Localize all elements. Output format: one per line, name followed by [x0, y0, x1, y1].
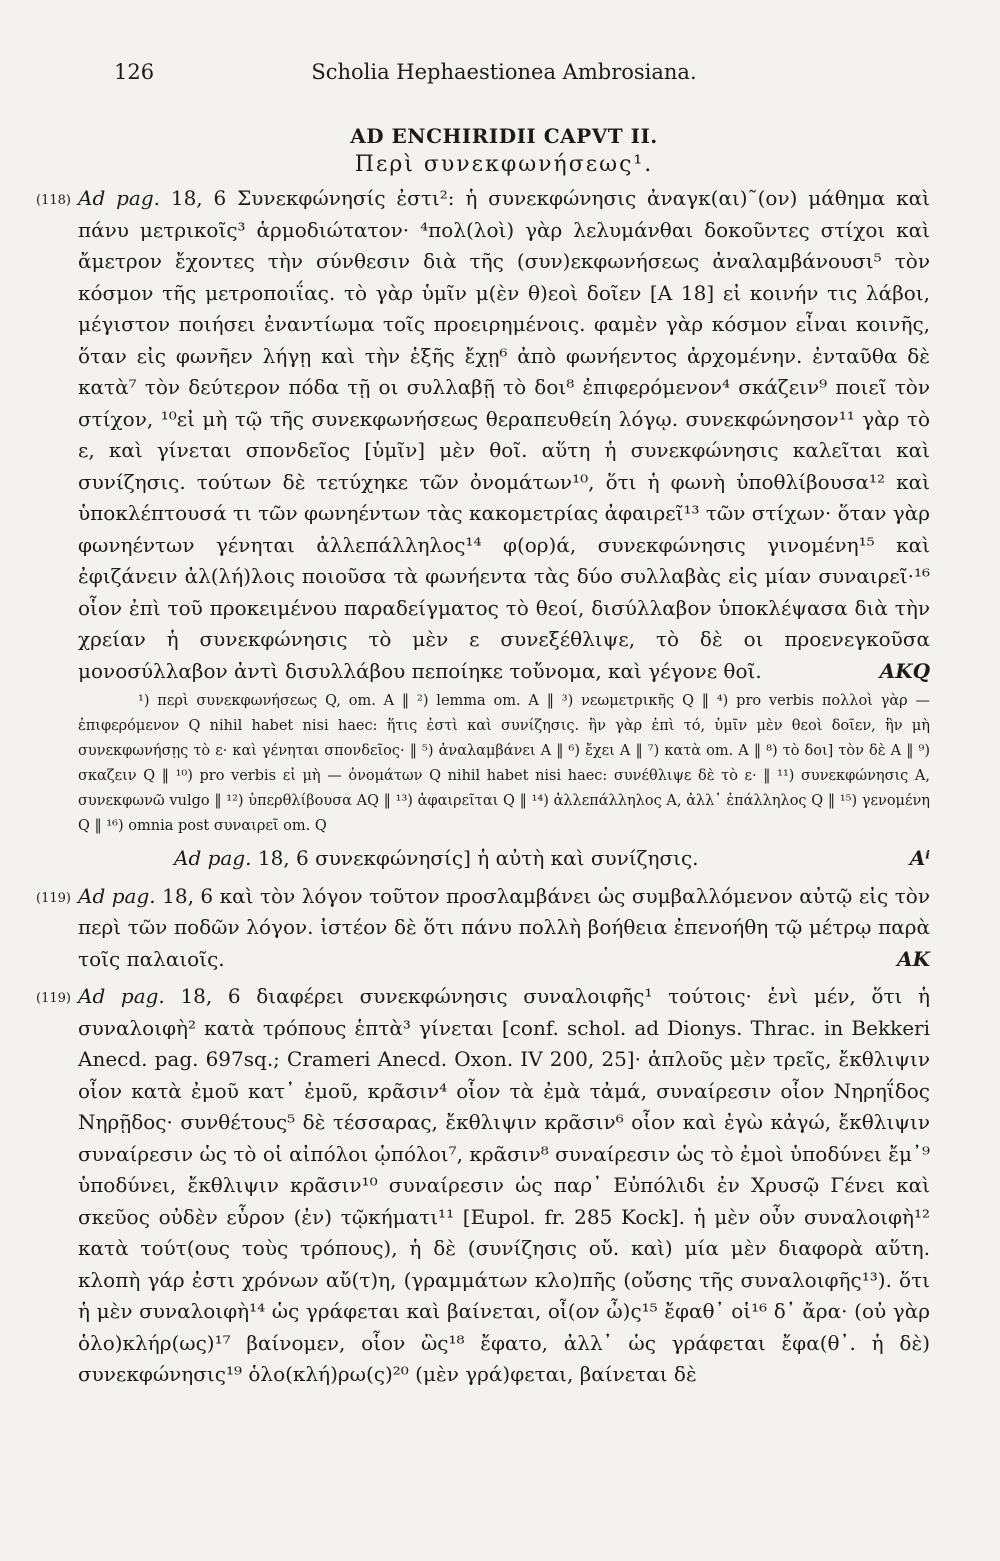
scholion-reference: Ad pag. — [78, 984, 165, 1008]
manuscript-sigla: Aⁱ — [909, 846, 930, 870]
page-number: 126 — [114, 60, 155, 84]
scholion-119a — [36, 881, 930, 976]
scholion-118 — [36, 183, 930, 687]
scholion-number: (118) — [36, 193, 71, 208]
scholion-reference: Ad pag. — [78, 186, 160, 210]
scholion-text: 18, 6 καὶ τὸν λόγον τοῦτον προσλαμβάνει ὡς συμβαλλόμενον αὐτῷ εἰς τὸν περὶ τῶν ποδῶν λόγον. ἰστέον δὲ ὅτι πάνυ πολλὴ βοήθεια ἐπενοήθη τῷ μέτρῳ παρὰ τοῖς παλαιοῖς. — [78, 883, 930, 971]
scholion-reference: Ad pag. — [174, 846, 252, 870]
critical-apparatus: ¹) περὶ συνεκφωνήσεως Q, om. A ‖ ²) lemma om. A ‖ ³) νεωμετρικῆς Q ‖ ⁴) pro verbis πολλοὶ γὰρ — ἐπιφερόμενον Q nihil habet nisi haec: ἥτις ἐστὶ καὶ συνίζησις. ἣν γὰρ ἐπὶ τό, ὑμῖν μὲν θεοὶ δοῖεν, ἣν μὴ συνεκφωνήσῃς τὸ ε· καὶ γένηται σπονδεῖος· ‖ ⁵) ἀναλαμβάνει A ‖ ⁶) ἔχει A ‖ ⁷) κατὰ om. A ‖ ⁸) τὸ δοι] τὸν δὲ A ‖ ⁹) σκαζειν Q ‖ ¹⁰) pro verbis εἰ μὴ — ὀνομάτων Q nihil habet nisi haec: συνέθλιψε δὲ τὸ ε· ‖ ¹¹) συνεκφώνησις A, συνεκφωνῶ vulgo ‖ ¹²) ὑπερθλίβουσα AQ ‖ ¹³) ἀφαιρεῖται Q ‖ ¹⁴) ἀλλεπάλληλος A, ἀλλ᾽ ἐπάλληλος Q ‖ ¹⁵) γενομένη Q ‖ ¹⁶) omnia post συναιρεῖ om. Q — [78, 693, 930, 834]
manuscript-sigla: AKQ — [879, 658, 930, 683]
book-title: Scholia Hephaestionea Ambrosiana. — [311, 60, 697, 84]
chapter-title: AD ENCHIRIDII CAPVT II. — [350, 124, 658, 148]
running-head — [78, 60, 930, 96]
scholion-text: 18, 6 Συνεκφώνησίς ἐστι²: ἡ συνεκφώνησις ἀναγκ(αι)˜(ον) μάθημα καὶ πάνυ μετρικοῖς³ ἁρμοδιώτατον· ⁴πολ(λοὶ) γὰρ λελυμάνθαι δοκοῦντες στίχοι καὶ ἄμετρον ἔχοντες τὴν σύνθεσιν διὰ τῆς (συν)εκφωνήσεως ἀναλαμβάνουσι⁵ τὸν κόσμον τῆς μετροποιΐας. τὸ γὰρ ὑμῖν μ(ὲν θ)εοὶ δοῖεν [A 18] εἰ κοινήν τις λάβοι, μέγιστον ποιήσει ἐναντίωμα τοῖς προειρημένοις. φαμὲν γὰρ κόσμον εἶναι κοινῆς, ὅταν εἰς φωνῆεν λήγῃ καὶ τὴν ἑξῆς ἔχῃ⁶ ἀπὸ φωνήεντος ἀρχομένην. ἐνταῦθα δὲ κατὰ⁷ τὸν δεύτερον πόδα τῇ οι συλλαβῇ τὸ δοι⁸ ἐπιφερόμενον⁴ σκάζειν⁹ ποιεῖ τὸν στίχον, ¹⁰εἰ μὴ τῷ τῆς συνεκφωνήσεως θεραπευθείη λόγῳ. συνεκφώνησον¹¹ γὰρ τὸ ε, καὶ γίνεται σπονδεῖος [ὑμῖν] μὲν θοῖ. αὕτη ἡ συνεκφώνησις καλεῖται καὶ συνίζησις. τούτων δὲ τετύχηκε τῶν ὀνομάτων¹⁰, ὅτι ἡ φωνὴ ὑποθλίβουσα¹² καὶ ὑποκλέπτουσά τι τῶν φωνηέντων τὰς κακομετρίας ἀφαιρεῖ¹³ τῶν στίχων· ὅταν γὰρ φωνηέντων γένηται ἀλλεπάλληλος¹⁴ φ(ορ)ά, συνεκφώνησις γινομένη¹⁵ καὶ ἐφιζάνειν ἀλ(λή)λοις ποιοῦσα τὰ φωνήεντα τὰς δύο συλλαβὰς εἰς μίαν συναιρεῖ·¹⁶ οἷον ἐπὶ τοῦ προκειμένου παραδείγματος τὸ θεοί, δισύλλαβον ὑποκλέψασα διὰ τὴν χρείαν ἡ συνεκφώνησις τὸ μὲν ε συνεξέθλιψε, τὸ δὲ οι προενεγκοῦσα μονοσύλλαβον ἀντὶ δισυλλάβου πεποίηκε τοὔνομα, καὶ γέγονε θοῖ. — [78, 186, 930, 683]
scholion-119b — [36, 981, 930, 1391]
scholion-text: 18, 6 διαφέρει συνεκφώνησις συναλοιφῆς¹ τούτοις· ἑνὶ μέν, ὅτι ἡ συναλοιφὴ² κατὰ τρόπους ἑπτὰ³ γίνεται [conf. schol. ad Dionys. Thrac. in Bekkeri Anecd. pag. 697sq.; Crameri Anecd. Oxon. IV 200, 25]· ἁπλοῦς μὲν τρεῖς, ἔκθλιψιν οἷον κατὰ ἐμοῦ κατ᾽ ἐμοῦ, κρᾶσιν⁴ οἷον τὰ ἐμὰ τἀμά, συναίρεσιν οἷον Νηρηΐδος Νηρῇδος· συνθέτους⁵ δὲ τέσσαρας, ἔκθλιψιν κρᾶσιν⁶ οἷον καὶ ἐγὼ κἀγώ, ἔκθλιψιν συναίρεσιν ὡς τὸ οἱ αἰπόλοι ᾡπόλοι⁷, κρᾶσιν⁸ συναίρεσιν ὡς τὸ ἐμοὶ ὑποδύνει ἔμ᾽⁹ ὑποδύνει, ἔκθλιψιν κρᾶσιν¹⁰ συναίρεσιν ὡς παρ᾽ Εὐπόλιδι ἐν Χρυσῷ Γένει καὶ σκεῦος οὐδὲν εὗρον (ἐν) τῷκήματι¹¹ [Eupol. fr. 285 Kock]. ἡ μὲν οὖν συναλοιφὴ¹² κατὰ τούτ(ους τοὺς τρόπους), ἡ δὲ (συνίζησις οὔ. καὶ) μία μὲν διαφορὰ αὕτη. κλοπὴ γάρ ἐστι χρόνων αὔ(τ)η, (γραμμάτων κλο)πῆς (οὔσης τῆς συναλοιφῆς¹³). ὅτι ἡ μὲν συναλοιφὴ¹⁴ ὡς γράφεται καὶ βαίνεται, οἷ(ον ὦ)ς¹⁵ ἔφαθ᾽ οἱ¹⁶ δ᾽ ἄρα· (οὐ γὰρ ὁλο)κλήρ(ως)¹⁷ βαίνομεν, οἷον ὣς¹⁸ ἔφατο, ἀλλ᾽ ὡς γράφεται ἔφα(θ᾽. ἡ δὲ) συνεκφώνησις¹⁹ ὁλο(κλή)ρω(ς)²⁰ (μὲν γρά)φεται, βαίνεται δὲ — [78, 984, 930, 1386]
scholion-number: (119) — [36, 890, 71, 906]
scholion-reference: Ad pag. — [78, 883, 156, 908]
scholion-text: 18, 6 συνεκφώνησίς] ἡ αὐτὴ καὶ συνίζησις. — [257, 846, 699, 870]
section-title: Περὶ συνεκφωνήσεως¹. — [354, 152, 654, 177]
short-scholion — [78, 843, 930, 875]
manuscript-sigla: AK — [897, 946, 930, 971]
scholion-number: (119) — [36, 991, 71, 1006]
